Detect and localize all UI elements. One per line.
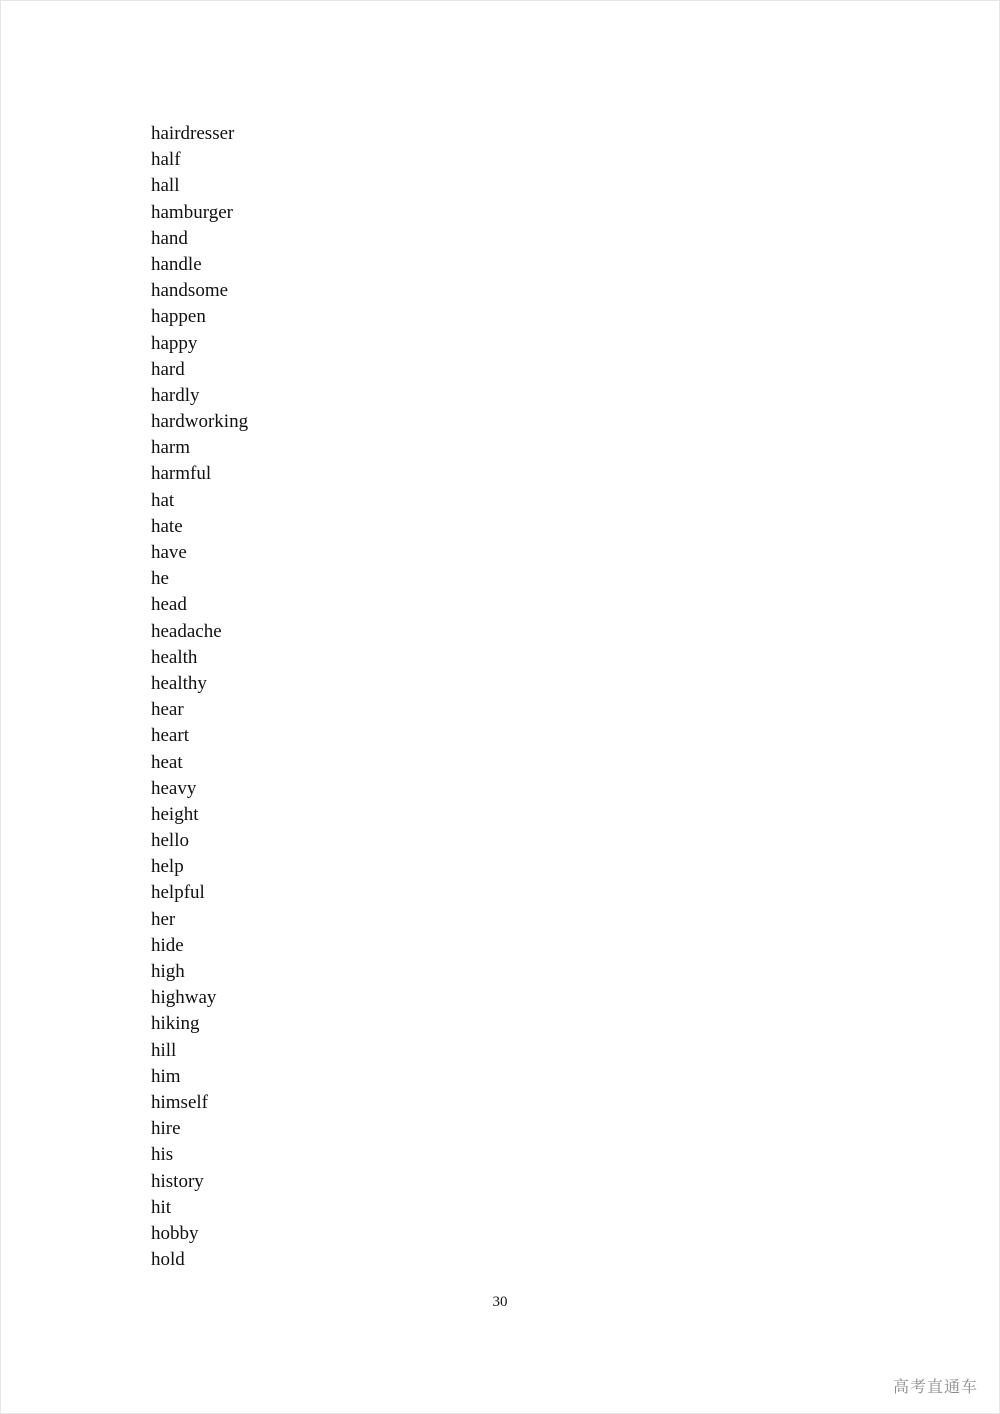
word-entry: heat	[151, 751, 183, 773]
word-entry: headache	[151, 620, 222, 642]
word-entry: handsome	[151, 280, 229, 302]
word-entry: help	[151, 856, 184, 878]
word-entry: happy	[151, 332, 198, 354]
word-entry: hiking	[151, 1013, 200, 1035]
word-entry: hit	[151, 1196, 172, 1218]
page-number: 30	[492, 1294, 508, 1310]
word-entry: hairdresser	[151, 123, 235, 144]
word-entry: harm	[151, 437, 191, 459]
word-entry: hello	[151, 830, 189, 852]
word-entry: hard	[151, 358, 185, 380]
word-entry: hill	[151, 1039, 177, 1061]
word-entry: health	[151, 646, 198, 668]
word-entry: happen	[151, 306, 206, 328]
word-entry: highway	[151, 987, 217, 1009]
watermark-text: 高考直通车	[892, 1377, 978, 1396]
word-entry: have	[151, 542, 187, 563]
word-entry: heart	[151, 725, 189, 747]
word-entry: her	[151, 908, 176, 930]
word-entry: hamburger	[151, 201, 233, 223]
word-entry: hire	[151, 1118, 181, 1140]
word-entry: himself	[151, 1091, 208, 1113]
word-entry: height	[151, 803, 199, 825]
word-entry: him	[151, 1065, 181, 1087]
word-entry: hall	[151, 175, 180, 197]
word-entry: half	[151, 149, 181, 171]
word-entry: high	[151, 961, 185, 982]
word-entry: hardworking	[151, 411, 249, 433]
vocabulary-list	[151, 121, 248, 1273]
word-entry: hold	[151, 1249, 185, 1271]
word-entry: healthy	[151, 672, 207, 694]
word-entry: heavy	[151, 777, 197, 799]
word-entry: hand	[151, 227, 188, 249]
word-entry: hobby	[151, 1222, 199, 1244]
word-entry: hear	[151, 699, 184, 721]
word-entry: he	[151, 568, 169, 590]
word-entry: history	[151, 1170, 204, 1192]
word-entry: hat	[151, 489, 175, 511]
word-entry: hardly	[151, 384, 200, 406]
word-entry: helpful	[151, 882, 205, 904]
word-entry: his	[151, 1144, 174, 1166]
word-entry: hate	[151, 515, 183, 537]
word-entry: harmful	[151, 463, 212, 485]
word-entry: hide	[151, 934, 184, 956]
word-entry: head	[151, 594, 187, 616]
word-entry: handle	[151, 253, 202, 275]
